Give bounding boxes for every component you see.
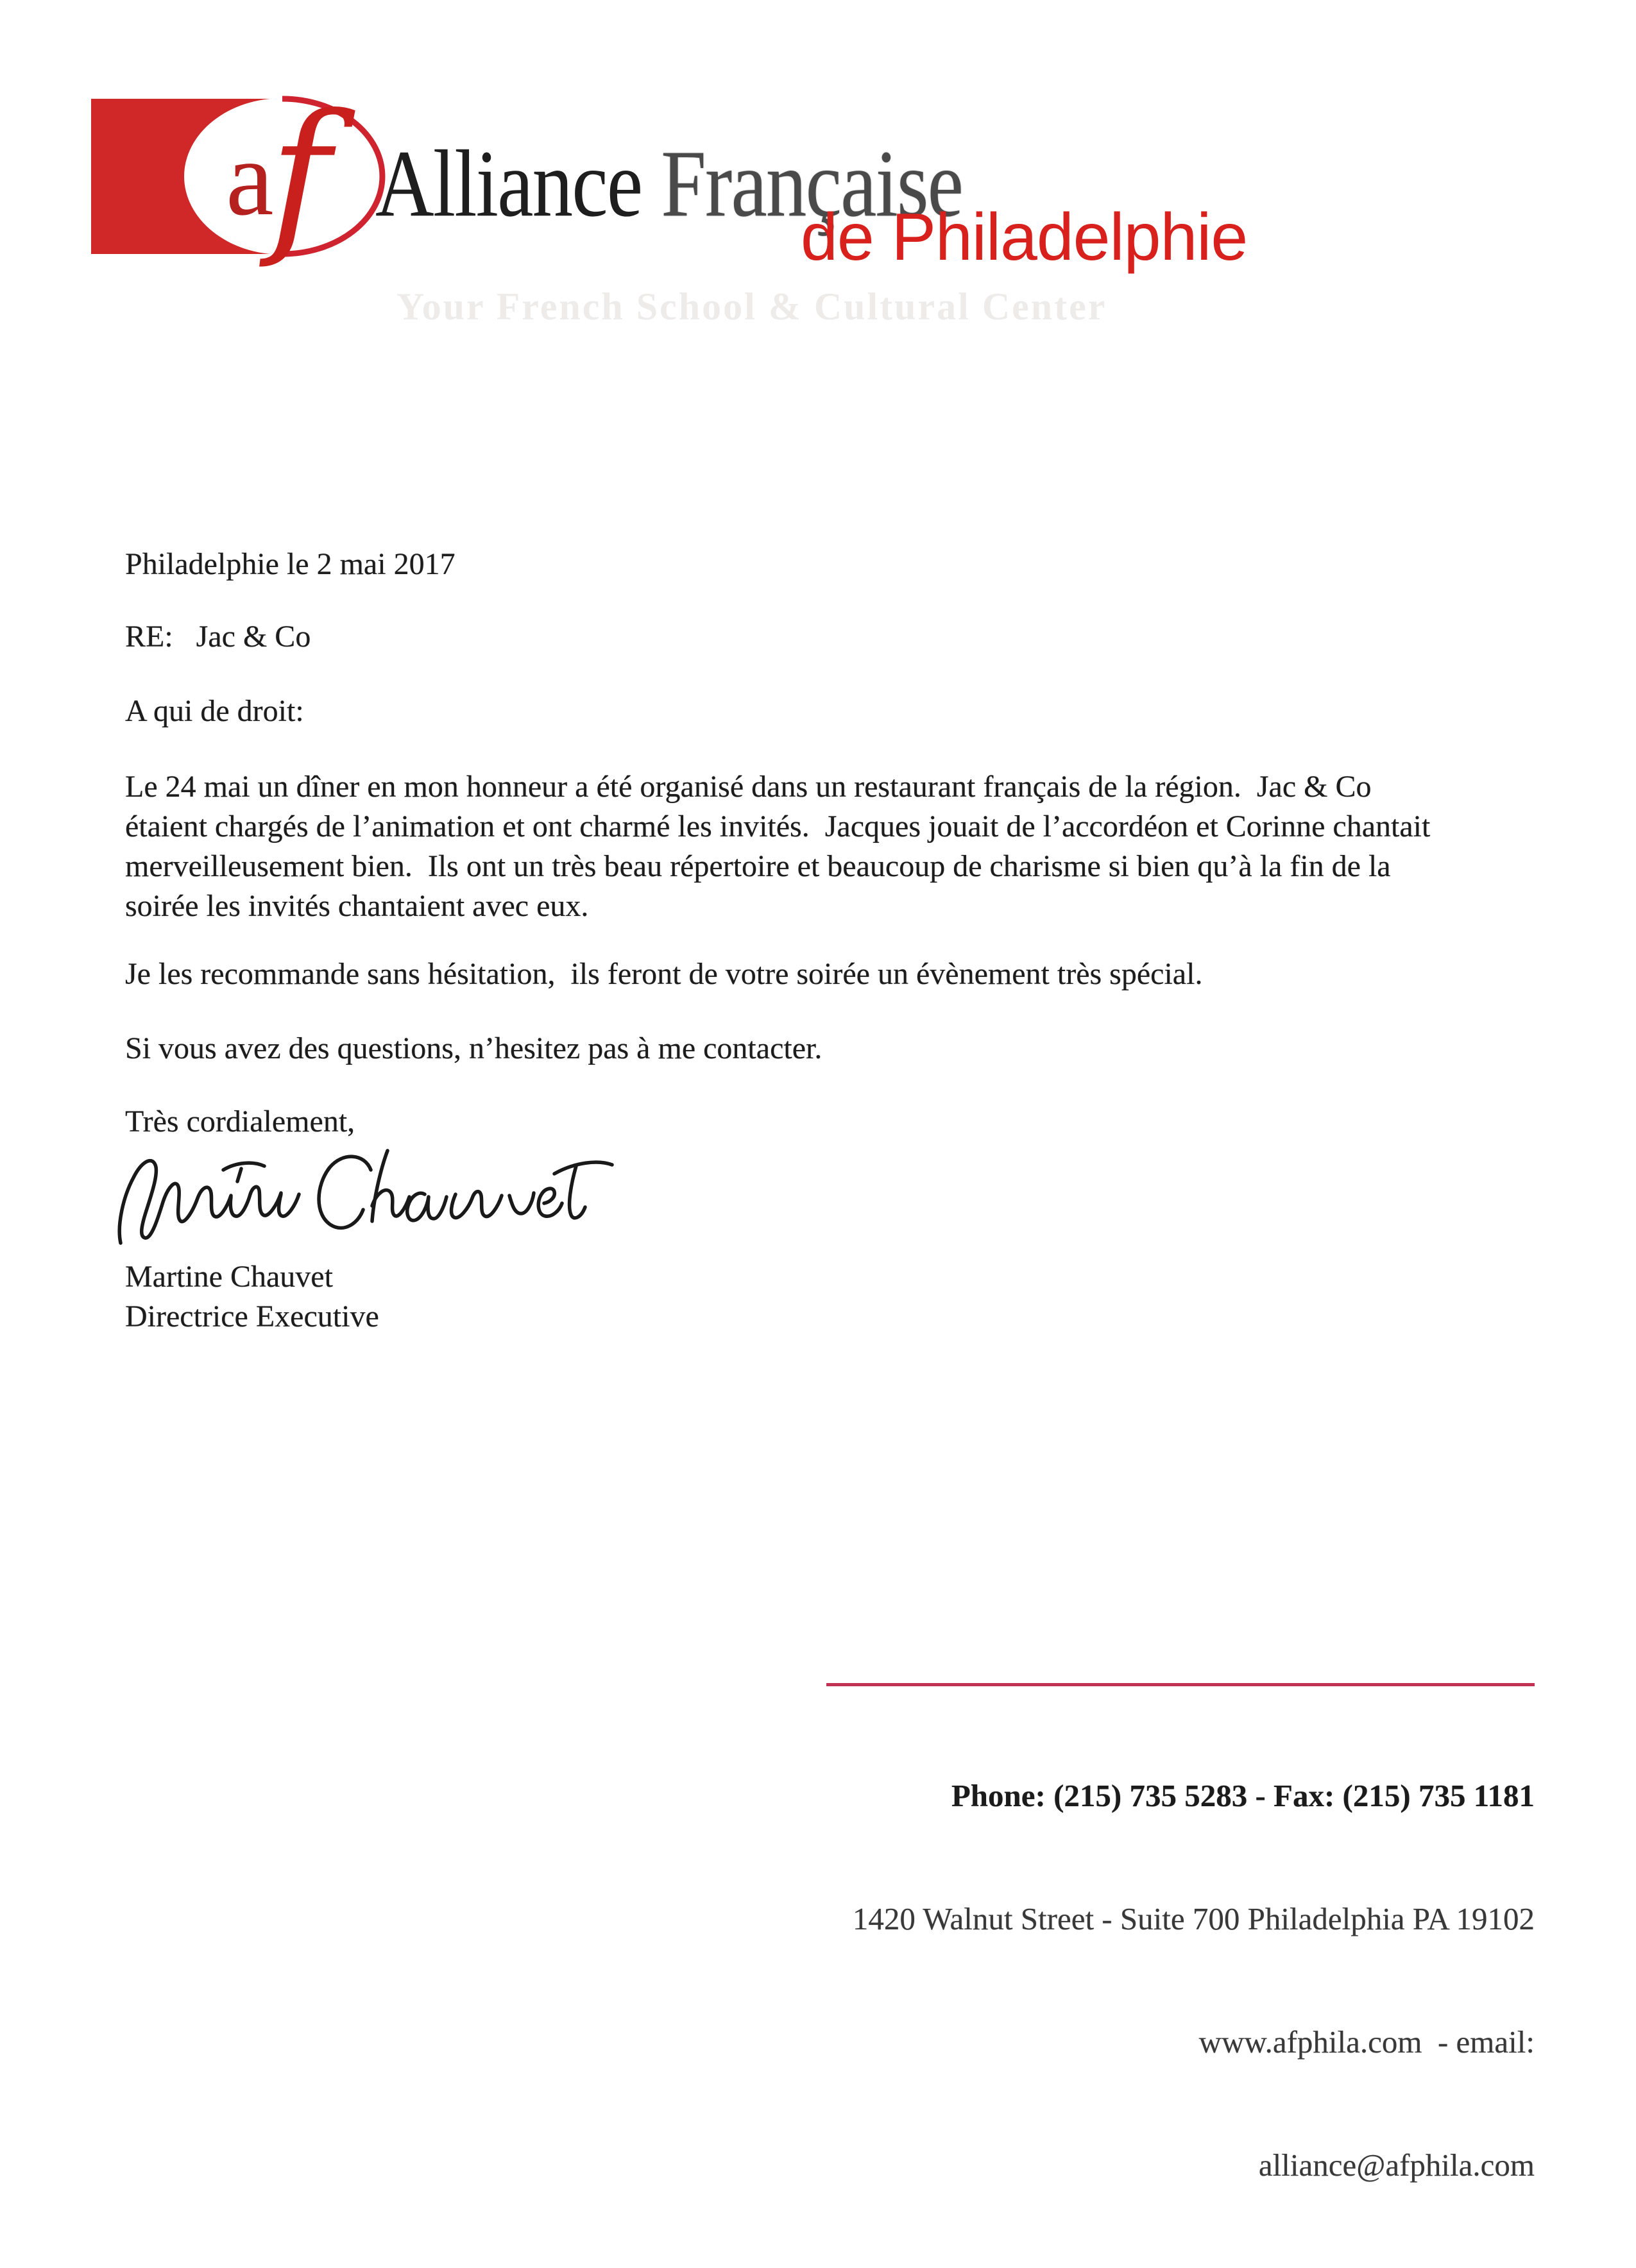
letter-paragraph1-line3: merveilleusement bien. Ils ont un très beau répertoire et beaucoup de charisme si bien qu’à la fin de la (125, 849, 1391, 883)
logo-monogram-f: f (269, 79, 331, 271)
signature-title: Directrice Executive (125, 1299, 379, 1333)
letter-paragraph1-line1: Le 24 mai un dîner en mon honneur a été organisé dans un restaurant français de la région. Jac & Co (125, 770, 1372, 804)
footer-email: alliance@afphila.com (1258, 2147, 1535, 2183)
footer-divider-rule (826, 1683, 1535, 1686)
letter-re-line: RE: Jac & Co (125, 620, 311, 654)
org-city-name: de Philadelphie (801, 200, 1248, 275)
footer-web-email: www.afphila.com - email: (1198, 2024, 1535, 2060)
letter-paragraph2: Je les recommande sans hésitation, ils feront de votre soirée un évènement très spécial. (125, 957, 1203, 991)
letter-date: Philadelphie le 2 mai 2017 (125, 547, 456, 581)
letter-salutation: A qui de droit: (125, 694, 304, 728)
letter-paragraph1-line2: étaient chargés de l’animation et ont charmé les invités. Jacques jouait de l’accordéon et Corinne chantait (125, 809, 1431, 843)
signature-name: Martine Chauvet (125, 1260, 333, 1294)
org-name-word1: Alliance (375, 130, 661, 237)
signature-image (115, 1130, 616, 1258)
org-tagline-watermark: Your French School & Cultural Center (396, 285, 1107, 328)
letter-paragraph1-line4: soirée les invités chantaient avec eux. (125, 889, 589, 923)
letter-closing: Très cordialement, (125, 1104, 355, 1138)
footer-contact-block (636, 1693, 1535, 2268)
letter-paragraph3: Si vous avez des questions, n’hesitez pas à me contacter. (125, 1031, 822, 1065)
org-name-word2: Française (661, 130, 963, 237)
logo-monogram-a: a (226, 119, 274, 238)
footer-phone-fax: Phone: (215) 735 5283 - Fax: (215) 735 1181 (951, 1778, 1535, 1813)
alliance-francaise-logo-icon (90, 79, 391, 271)
footer-address: 1420 Walnut Street - Suite 700 Philadelphia PA 19102 (852, 1901, 1535, 1936)
